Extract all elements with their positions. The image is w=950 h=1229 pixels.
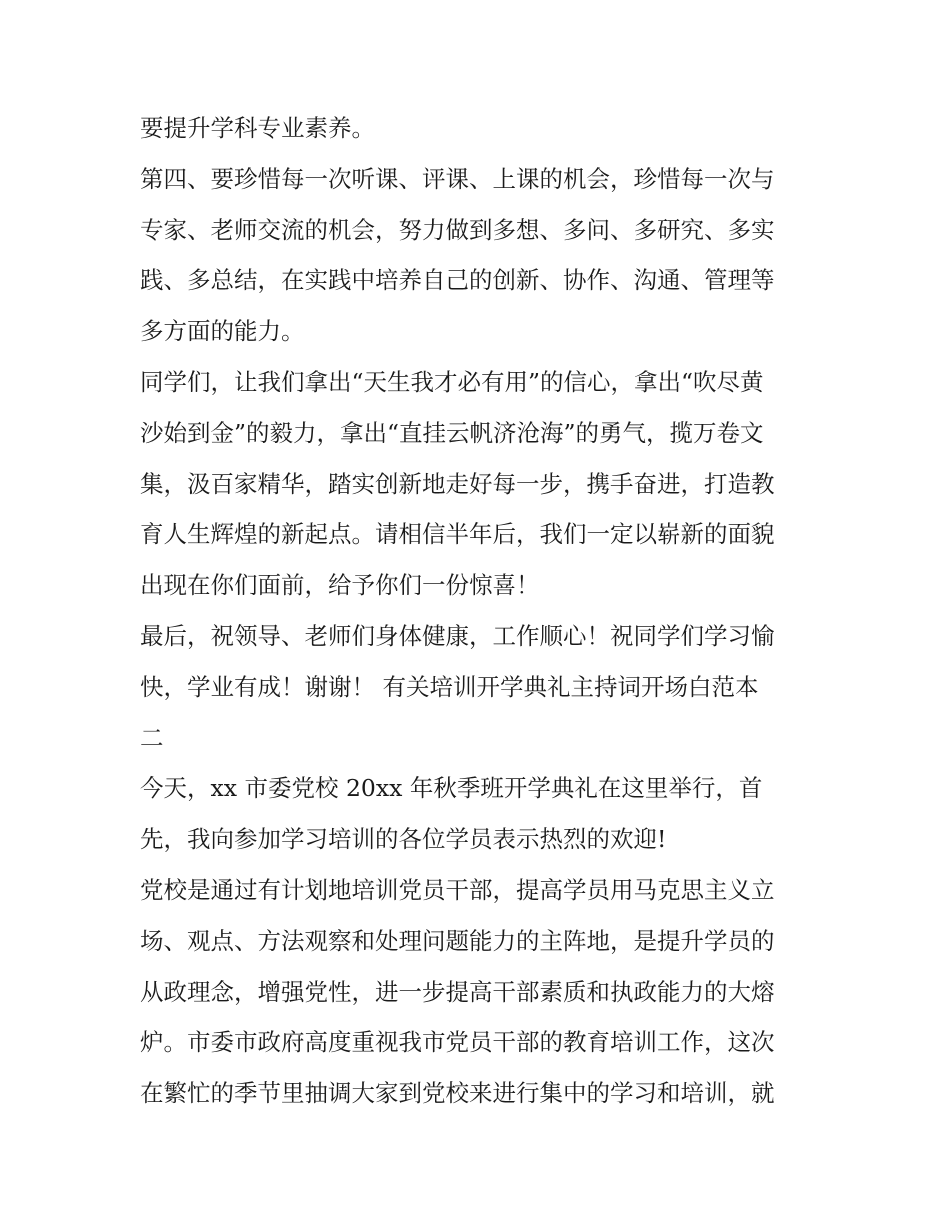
- text-line-17: 场、观点、方法观察和处理问题能力的主阵地，是提升学员的: [140, 926, 775, 955]
- text-line-19: 炉。市委市政府高度重视我市党员干部的教育培训工作，这次: [140, 1028, 775, 1057]
- text-line-5: 多方面的能力。: [140, 317, 305, 346]
- text-line-13: 二: [140, 723, 164, 752]
- text-line-18: 从政理念，增强党性，进一步提高干部素质和执政能力的大熔: [140, 977, 775, 1006]
- text-line-3: 专家、老师交流的机会，努力做到多想、多问、多研究、多实: [140, 215, 775, 244]
- text-line-1: 要提升学科专业素养。: [140, 114, 375, 142]
- text-line-10: 出现在你们面前，给予你们一份惊喜！: [140, 571, 540, 600]
- text-line-20: 在繁忙的季节里抽调大家到党校来进行集中的学习和培训，就: [140, 1079, 775, 1108]
- text-line-2: 第四、要珍惜每一次听课、评课、上课的机会，珍惜每一次与: [140, 164, 775, 193]
- text-line-9: 育人生辉煌的新起点。请相信半年后，我们一定以崭新的面貌: [140, 520, 775, 549]
- text-line-15: 先，我向参加学习培训的各位学员表示热烈的欢迎!: [140, 825, 667, 854]
- text-line-16: 党校是通过有计划地培训党员干部，提高学员用马克思主义立: [140, 875, 775, 904]
- text-line-11: 最后，祝领导、老师们身体健康，工作顺心！祝同学们学习愉: [140, 621, 775, 650]
- text-line-7: 沙始到金”的毅力，拿出“直挂云帆济沧海”的勇气，揽万卷文: [140, 418, 764, 447]
- text-line-4: 践、多总结，在实践中培养自己的创新、协作、沟通、管理等: [140, 266, 775, 295]
- text-line-6: 同学们，让我们拿出“天生我才必有用”的信心，拿出“吹尽黄: [140, 367, 764, 396]
- text-line-14: 今天，xx 市委党校 20xx 年秋季班开学典礼在这里举行，首: [140, 774, 763, 803]
- document-body: [140, 103, 820, 1119]
- text-line-8: 集，汲百家精华，踏实创新地走好每一步，携手奋进，打造教: [140, 469, 775, 498]
- text-line-12: 快，学业有成！谢谢！ 有关培训开学典礼主持词开场白范本: [140, 672, 759, 701]
